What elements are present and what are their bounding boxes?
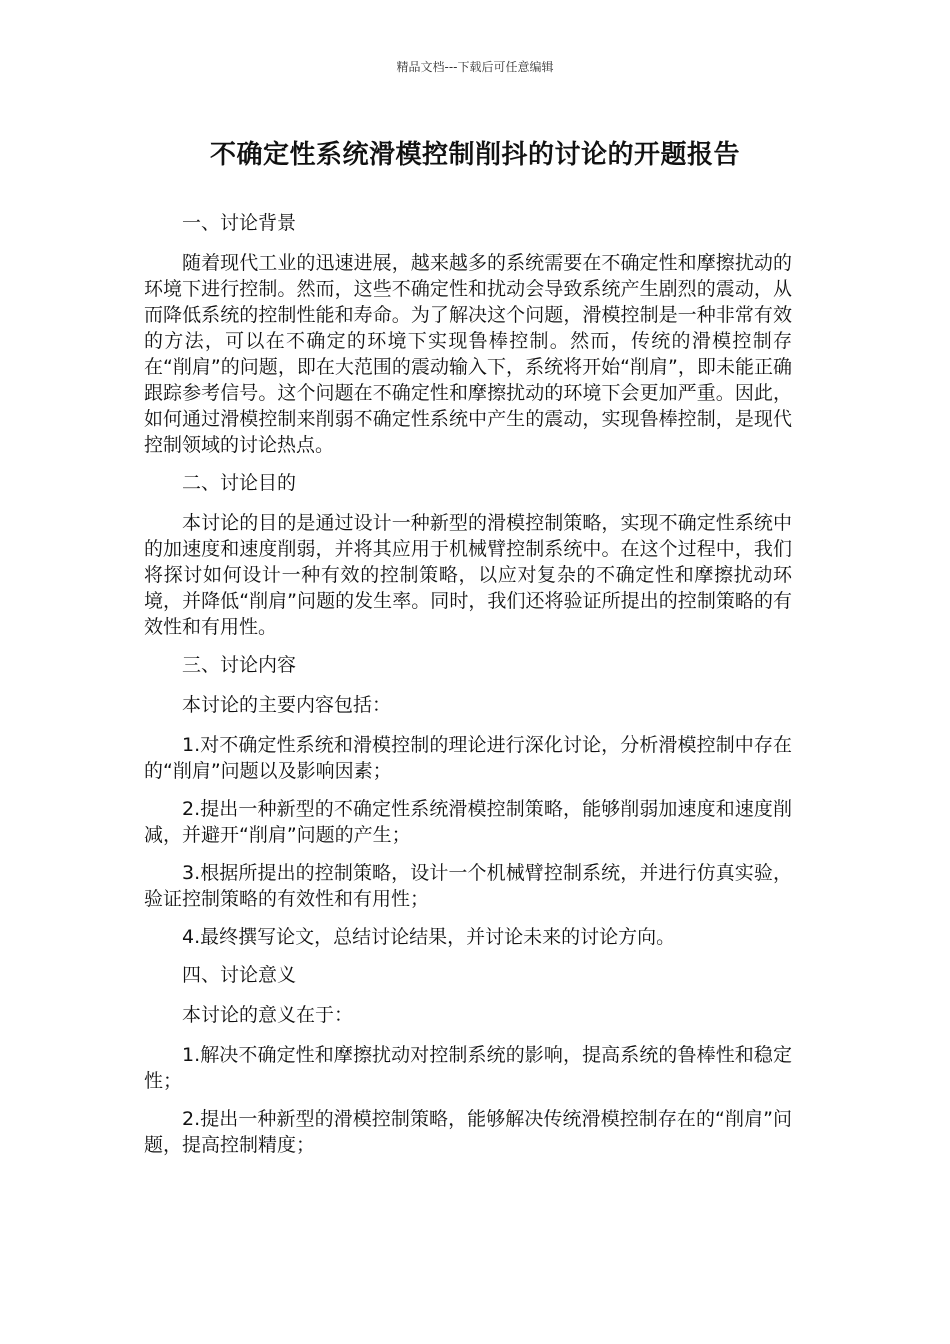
purpose-paragraph: 本讨论的目的是通过设计一种新型的滑模控制策略，实现不确定性系统中的加速度和速度削弱，并将其应用于机械臂控制系统中。在这个过程中，我们将探讨如何设计一种有效的控制策略，以应对复杂的不确定性和摩擦扰动环境，并降低“削肩”问题的发生率。同时，我们还将验证所提出的控制策略的有效性和有用性。 — [144, 512, 792, 638]
section-heading-content: 三、讨论内容 — [182, 654, 297, 676]
significance-item-2: 2.提出一种新型的滑模控制策略，能够解决传统滑模控制存在的“削肩”问题，提高控制精度； — [144, 1108, 792, 1156]
section-heading-background: 一、讨论背景 — [182, 212, 297, 234]
content-item-4: 4.最终撰写论文，总结讨论结果，并讨论未来的讨论方向。 — [182, 926, 676, 948]
background-paragraph: 随着现代工业的迅速进展，越来越多的系统需要在不确定性和摩擦扰动的环境下进行控制。然而，这些不确定性和扰动会导致系统产生剧烈的震动，从而降低系统的控制性能和寿命。为了解决这个问题，滑模控制是一种非常有效的方法，可以在不确定的环境下实现鲁棒控制。然而，传统的滑模控制存在“削肩”的问题，即在大范围的震动输入下，系统将开始“削肩”，即未能正确跟踪参考信号。这个问题在不确定性和摩擦扰动的环境下会更加严重。因此，如何通过滑模控制来削弱不确定性系统中产生的震动，实现鲁棒控制，是现代控制领域的讨论热点。 — [144, 252, 792, 456]
header-note: 精品文档---下载后可任意编辑 — [396, 60, 554, 74]
significance-item-1: 1.解决不确定性和摩擦扰动对控制系统的影响，提高系统的鲁棒性和稳定性； — [144, 1044, 792, 1092]
content-item-3: 3.根据所提出的控制策略，设计一个机械臂控制系统，并进行仿真实验，验证控制策略的有效性和有用性； — [144, 862, 792, 910]
section-heading-purpose: 二、讨论目的 — [182, 472, 297, 494]
document-body — [144, 210, 792, 1170]
content-intro: 本讨论的主要内容包括： — [182, 694, 392, 716]
significance-intro: 本讨论的意义在于： — [182, 1004, 354, 1026]
section-heading-significance: 四、讨论意义 — [182, 964, 297, 986]
content-item-2: 2.提出一种新型的不确定性系统滑模控制策略，能够削弱加速度和速度削减，并避开“削肩”问题的产生； — [144, 798, 792, 846]
page-title: 不确定性系统滑模控制削抖的讨论的开题报告 — [209, 140, 740, 170]
content-item-1: 1.对不确定性系统和滑模控制的理论进行深化讨论，分析滑模控制中存在的“削肩”问题以及影响因素； — [144, 734, 792, 782]
